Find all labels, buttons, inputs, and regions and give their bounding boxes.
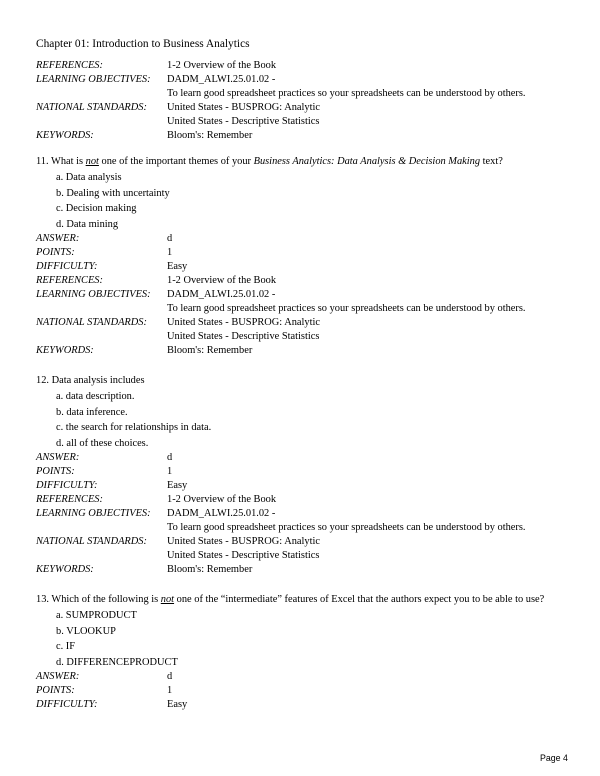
question-12-text: 12. Data analysis includes [36, 375, 145, 386]
option-a: a. SUMPRODUCT [56, 610, 137, 621]
points-label: POINTS: [36, 685, 75, 697]
question-13-suffix: one of the “intermediate” features of Excel that the authors expect you to be able to use? [174, 594, 545, 605]
national-standards-label: NATIONAL STANDARDS: [36, 317, 147, 329]
references-row [36, 59, 576, 73]
references-label: REFERENCES: [36, 275, 103, 287]
keywords-row [36, 563, 576, 577]
points-value: 1 [167, 247, 173, 259]
keywords-row [36, 344, 576, 358]
points-label: POINTS: [36, 247, 75, 259]
standard-descriptive-statistics: United States - Descriptive Statistics [167, 116, 320, 127]
question-11 [36, 155, 576, 358]
option-a: a. data description. [56, 391, 135, 402]
question-12 [36, 374, 576, 577]
references-row [36, 493, 576, 507]
question-13 [36, 593, 576, 712]
difficulty-row [36, 698, 576, 712]
difficulty-label: DIFFICULTY: [36, 699, 98, 711]
objective-code: DADM_ALWI.25.01.02 - [167, 508, 276, 520]
national-standards-label: NATIONAL STANDARDS: [36, 102, 147, 113]
answer-options [36, 389, 576, 451]
answer-value: d [167, 671, 173, 683]
points-row [36, 465, 576, 479]
learning-objectives-row [36, 73, 576, 101]
objective-text: To learn good spreadsheet practices so your spreadsheets can be understood by others. [167, 522, 526, 534]
book-title: Business Analytics: Data Analysis & Decision Making [253, 156, 481, 167]
keywords-value: Bloom's: Remember [167, 564, 253, 576]
answer-options [36, 608, 576, 670]
points-value: 1 [167, 466, 173, 478]
question-11-middle: one of the important themes of your [98, 156, 254, 167]
points-row [36, 246, 576, 260]
references-label: REFERENCES: [36, 494, 103, 506]
national-standards-row [36, 101, 576, 129]
references-label: REFERENCES: [36, 60, 103, 71]
references-value: 1-2 Overview of the Book [167, 60, 277, 71]
answer-label: ANSWER: [36, 452, 80, 464]
question-13-prefix: 13. Which of the following is [36, 594, 161, 605]
answer-label: ANSWER: [36, 233, 80, 245]
keywords-label: KEYWORDS: [36, 564, 94, 576]
question-11-suffix: text? [480, 156, 503, 167]
standard-busprog: United States - BUSPROG: Analytic [167, 536, 320, 548]
answer-row [36, 232, 576, 246]
answer-row [36, 670, 576, 684]
national-standards-value [167, 101, 576, 129]
answer-options [36, 170, 576, 232]
national-standards-row [36, 535, 576, 563]
references-value: 1-2 Overview of the Book [167, 494, 277, 506]
question-11-text [36, 155, 576, 169]
keywords-value: Bloom's: Remember [167, 130, 253, 141]
objective-text: To learn good spreadsheet practices so your spreadsheets can be understood by others. [167, 303, 526, 315]
standard-busprog: United States - BUSPROG: Analytic [167, 102, 320, 113]
option-c: c. the search for relationships in data. [56, 422, 212, 434]
learning-objectives-label: LEARNING OBJECTIVES: [36, 74, 151, 85]
points-row [36, 684, 576, 698]
difficulty-value: Easy [167, 261, 188, 273]
points-label: POINTS: [36, 466, 75, 478]
answer-label: ANSWER: [36, 671, 80, 683]
option-b: b. VLOOKUP [56, 625, 116, 637]
answer-value: d [167, 233, 173, 245]
references-row [36, 274, 576, 288]
option-a: a. Data analysis [56, 172, 122, 183]
points-value: 1 [167, 685, 173, 697]
learning-objectives-label: LEARNING OBJECTIVES: [36, 508, 151, 520]
question-11-not-emphasis: not [85, 156, 99, 167]
learning-objectives-value [167, 288, 576, 316]
keywords-row [36, 129, 576, 143]
standard-busprog: United States - BUSPROG: Analytic [167, 317, 320, 329]
national-standards-row [36, 316, 576, 344]
objective-code: DADM_ALWI.25.01.02 - [167, 289, 276, 301]
option-b: b. Dealing with uncertainty [56, 187, 170, 199]
answer-value: d [167, 452, 173, 464]
page-header: Chapter 01: Introduction to Business Analytics [36, 38, 250, 50]
page-number: Page 4 [540, 753, 568, 763]
difficulty-row [36, 260, 576, 274]
intro-metadata [36, 59, 576, 143]
learning-objectives-label: LEARNING OBJECTIVES: [36, 289, 151, 301]
difficulty-value: Easy [167, 699, 188, 711]
objective-code: DADM_ALWI.25.01.02 - [167, 74, 276, 85]
question-11-prefix: 11. What is [36, 156, 86, 167]
difficulty-row [36, 479, 576, 493]
national-standards-value [167, 535, 576, 563]
option-d: d. all of these choices. [56, 437, 149, 449]
keywords-label: KEYWORDS: [36, 345, 94, 357]
learning-objectives-row [36, 288, 576, 316]
standard-descriptive-statistics: United States - Descriptive Statistics [167, 331, 320, 343]
references-value: 1-2 Overview of the Book [167, 275, 277, 287]
difficulty-value: Easy [167, 480, 188, 492]
national-standards-label: NATIONAL STANDARDS: [36, 536, 147, 548]
answer-row [36, 451, 576, 465]
learning-objectives-value [167, 73, 576, 101]
option-c: c. Decision making [56, 203, 137, 215]
question-13-text [36, 593, 576, 607]
option-d: d. Data mining [56, 218, 119, 230]
option-b: b. data inference. [56, 406, 128, 418]
option-d: d. DIFFERENCEPRODUCT [56, 656, 178, 668]
objective-text: To learn good spreadsheet practices so your spreadsheets can be understood by others. [167, 88, 526, 99]
difficulty-label: DIFFICULTY: [36, 480, 98, 492]
keywords-value: Bloom's: Remember [167, 345, 253, 357]
learning-objectives-row [36, 507, 576, 535]
keywords-label: KEYWORDS: [36, 130, 94, 141]
standard-descriptive-statistics: United States - Descriptive Statistics [167, 550, 320, 562]
question-13-not-emphasis: not [160, 594, 175, 605]
difficulty-label: DIFFICULTY: [36, 261, 98, 273]
option-c: c. IF [56, 641, 76, 653]
national-standards-value [167, 316, 576, 344]
learning-objectives-value [167, 507, 576, 535]
